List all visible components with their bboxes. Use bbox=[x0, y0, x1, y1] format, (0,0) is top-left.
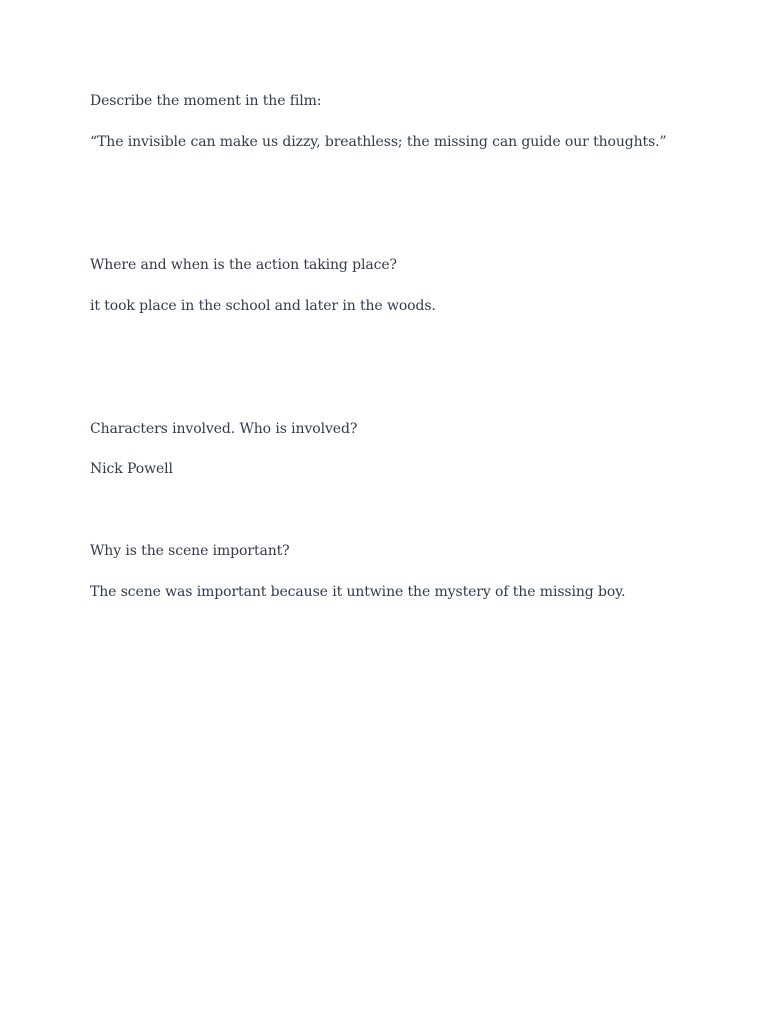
question-characters: Characters involved. Who is involved? bbox=[90, 421, 358, 437]
question-importance: Why is the scene important? bbox=[90, 543, 290, 559]
answer-moment: “The invisible can make us dizzy, breathless; the missing can guide our thoughts.” bbox=[90, 134, 667, 150]
question-moment: Describe the moment in the film: bbox=[90, 93, 322, 109]
answer-setting: it took place in the school and later in the woods. bbox=[90, 298, 436, 314]
answer-importance: The scene was important because it untwine the mystery of the missing boy. bbox=[90, 584, 626, 600]
answer-characters: Nick Powell bbox=[90, 461, 173, 477]
question-setting: Where and when is the action taking place? bbox=[90, 257, 397, 273]
